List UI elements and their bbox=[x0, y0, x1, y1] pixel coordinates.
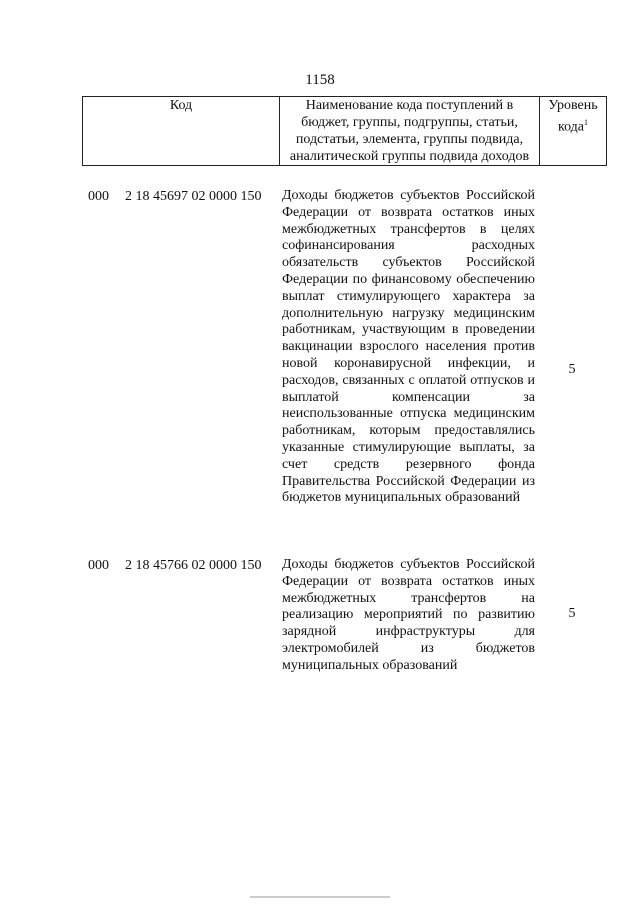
scan-edge-mark bbox=[250, 896, 390, 898]
table-row-1-code-number: 2 18 45697 02 0000 150 bbox=[125, 189, 262, 204]
column-header-code: Код bbox=[83, 97, 280, 166]
table-row-2-code-prefix: 000 bbox=[88, 558, 109, 573]
table-header bbox=[82, 96, 607, 166]
column-header-level bbox=[540, 97, 607, 166]
footnote-marker: 1 bbox=[584, 118, 589, 127]
column-header-level-label: Уровень кода bbox=[548, 98, 598, 135]
table-row-1-code-prefix: 000 bbox=[88, 189, 109, 204]
page-number: 1158 bbox=[305, 72, 335, 88]
table-row-1-level: 5 bbox=[568, 362, 576, 377]
table-row-2-name: Доходы бюджетов субъектов Российской Федерации от возврата остатков иных межбюджетных трансфертов на реализацию мероприятий по развитию зарядной инфраструктуры для электромобилей из бюджетов муниципальных образований bbox=[282, 557, 535, 673]
table-row-1-name: Доходы бюджетов субъектов Российской Федерации от возврата остатков иных межбюджетных трансфертов в целях софинансирования расходных обязательств субъектов Российской Федерации по финансовому обеспечению выплат стимулирующего характера за дополнительную нагрузку медицинским работникам, участвующим в проведении вакцинации взрослого населения против новой коронавирусной инфекции, и расходов, связанных с оплатой отпусков и выплатой компенсации за неиспользованные отпуска медицинским работникам, которым предоставлялись указанные стимулирующие выплаты, за счет средств резервного фонда Правительства Российской Федерации из бюджетов муниципальных образований bbox=[282, 188, 535, 506]
column-header-name: Наименование кода поступлений в бюджет, группы, подгруппы, статьи, подстатьи, элемента, группы подвида, аналитической группы подвида доходов bbox=[280, 97, 540, 166]
table-row-2-level: 5 bbox=[568, 606, 576, 621]
table-row-2-code-number: 2 18 45766 02 0000 150 bbox=[125, 558, 262, 573]
table-header-row bbox=[83, 97, 607, 166]
